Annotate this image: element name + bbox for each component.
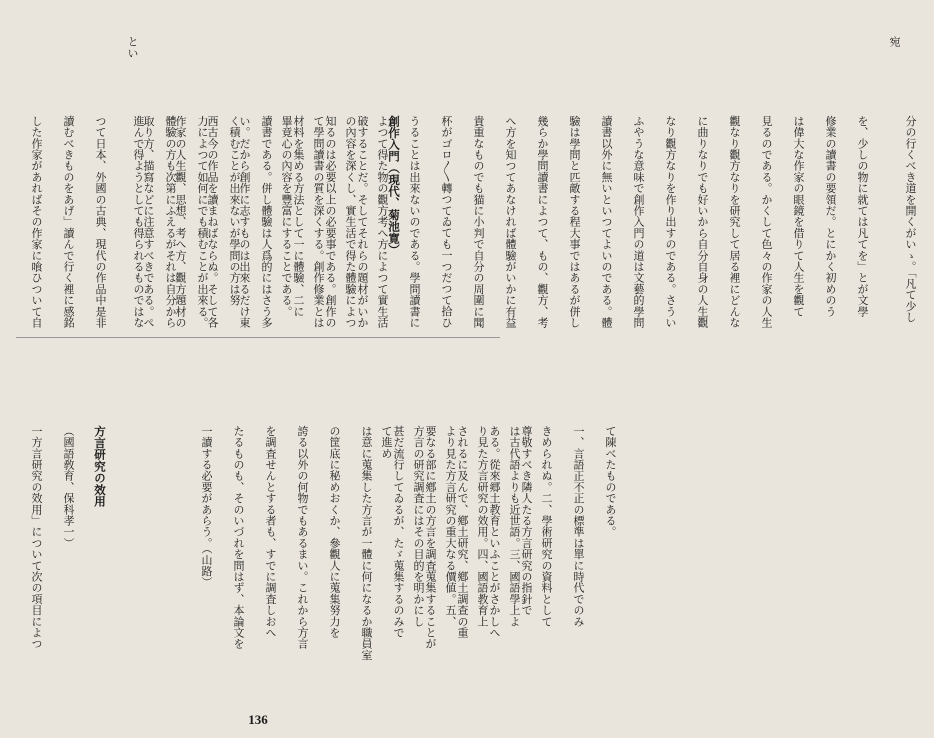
text-line: 驗は學問と匹敵する程大事ではあるが併し bbox=[568, 115, 581, 329]
text-line: より見た方言研究の重大なる價値。五、 bbox=[444, 425, 457, 627]
text-line: 觀なり觀方なりを研究して居る裡にどんな bbox=[728, 115, 741, 329]
text-line: 貴重なものでも猫に小判で自分の周圍に聞 bbox=[472, 115, 485, 329]
text-line: 尊敬すべき隣人たる方言研究の指針で bbox=[520, 425, 533, 616]
text-line: 畢竟心の內容を豐富にすることである。 bbox=[280, 115, 293, 317]
text-line: り見た方言研究の效用。四、國語教育上 bbox=[476, 425, 489, 627]
text-line: した作家があればその作家に喰ひついて自 bbox=[30, 115, 43, 329]
section-heading: 方言研究の效用 bbox=[93, 425, 107, 508]
text-line: は偉大な作家の眼鏡を借りて人生を觀て bbox=[792, 115, 805, 317]
text-line: 幾らか學問讀書によつて、もの、觀方、考 bbox=[536, 115, 549, 329]
section-source: （國語敎育、保科孝一） bbox=[62, 425, 75, 549]
text-line: 體驗の方も次第にふえるがそれは自分から bbox=[164, 115, 177, 329]
text-line: 方言の研究調査にはその目的を明かにし bbox=[412, 425, 425, 627]
text-line: 作家の人生觀、思想、考へ方、觀方題材の bbox=[174, 115, 187, 329]
text-line: て進め bbox=[380, 425, 393, 459]
text-line: の筐底に秘めおくか、參觀人に蒐集努力を bbox=[328, 425, 341, 639]
text-line: 一讀する必要があらう。（山路） bbox=[200, 425, 213, 588]
text-line: たるものも、そのいづれを問はず、本論文を bbox=[232, 425, 245, 650]
text-line: 讀書である。併し體驗は人爲的にはさう多 bbox=[260, 115, 273, 329]
text-line: 破することだ。そしてそれらの題材がいか bbox=[356, 115, 369, 329]
section-divider bbox=[16, 337, 500, 338]
text-line: を、少しの物に就ては凡てを」とが文學 bbox=[856, 115, 869, 317]
text-line: 取り方、描寫などに注意すべきである。ぺとい bbox=[126, 36, 155, 329]
text-line: きめられぬ。二、學術研究の資料として bbox=[540, 425, 553, 627]
text-line: ある。從來郷土教育といふことがさかしへ bbox=[488, 425, 501, 639]
text-line: つて日本、外國の古典、現代の作品中是非 bbox=[94, 115, 107, 329]
text-line: へ方を知つてあなければ體驗がいかに有益 bbox=[504, 115, 517, 329]
lower-left-column bbox=[12, 346, 180, 694]
text-line: に曲りなりでも好いから自分自身の人生觀 bbox=[696, 115, 709, 329]
text-line: を調査せんとする者も、すでに調査しおへ bbox=[264, 425, 277, 639]
lower-left-body bbox=[12, 346, 124, 694]
text-line: なり觀方なりを作り出すのである。さうい bbox=[664, 115, 677, 329]
text-line: 材料を集める方法として一に體驗、二に bbox=[292, 115, 305, 317]
text-line: て陳べたものである。 bbox=[604, 425, 617, 538]
text-line: て學問讀書の質を深くする。創作修業とは bbox=[312, 115, 325, 329]
text-line: 力によつて如何にでも積むことが出來る。 bbox=[196, 115, 209, 329]
text-line: 知るのは必要以上の必要事である。創作の bbox=[324, 115, 337, 329]
text-line: 要なる部に鄕土の方言を調査蒐集することが bbox=[424, 425, 437, 650]
page-number: 136 bbox=[248, 712, 268, 727]
text-line: 甚だ流行してゐるが、たゞ蒐集するのみで bbox=[392, 425, 405, 639]
text-line: 誇る以外の何物でもあるまい。これから方言 bbox=[296, 425, 309, 650]
text-line: く積むことが出來ないが學問の方は努 bbox=[228, 115, 241, 306]
text-line: 讀書以外に無いといつてよいのである。體 bbox=[600, 115, 613, 329]
text-line: よつて得た物の觀方考へ方によつて實生活 bbox=[376, 115, 389, 329]
text-line: 一、言語正不正の標準は單に時代でのみ bbox=[572, 425, 585, 627]
text-line: 分の行くべき道を開くがいゝ。「凡て少し宛 bbox=[888, 36, 917, 323]
text-line: 進んで得ようとしても得られるものではな bbox=[132, 115, 145, 329]
text-line: 見るのである。かくして色々の作家の人生 bbox=[760, 115, 773, 329]
text-line: は意に蒐集した方言が一體に何になるか職員室 bbox=[360, 425, 373, 661]
text-line: い。だから創作に志すものは出來るだけ東 bbox=[238, 115, 251, 329]
text-line: 西古今の作品を讀まねばならぬ。そして各 bbox=[206, 115, 219, 329]
text-line: されるに及んで、鄕土研究、鄕土調查の重 bbox=[456, 425, 469, 639]
text-line: うることは出來ないのである。學問讀書に bbox=[408, 115, 421, 329]
section-heading: 創作入門（現代、菊池寛） bbox=[387, 115, 401, 256]
lower-middle-body bbox=[182, 346, 550, 694]
text-line: 一方言研究の效用」について次の項目によつ bbox=[30, 425, 43, 650]
text-line: は古代語よりも近世語。三、國語學上よ bbox=[508, 425, 521, 627]
text-line: 杯がゴロ〳〵轉つてゐても一つだつて拾ひ bbox=[440, 115, 453, 328]
text-line: の內容を深くし、實生活で得た體驗によつ bbox=[344, 115, 357, 329]
text-line: 讀むべきものをあげ」讀んで行く裡に感銘 bbox=[62, 115, 75, 329]
upper-left-body bbox=[12, 36, 268, 328]
text-line: 修業の讀書の要領だ。とにかく初めのう bbox=[824, 115, 837, 317]
text-line: ふやうな意味で創作入門の道は文藝的學問 bbox=[632, 115, 645, 329]
